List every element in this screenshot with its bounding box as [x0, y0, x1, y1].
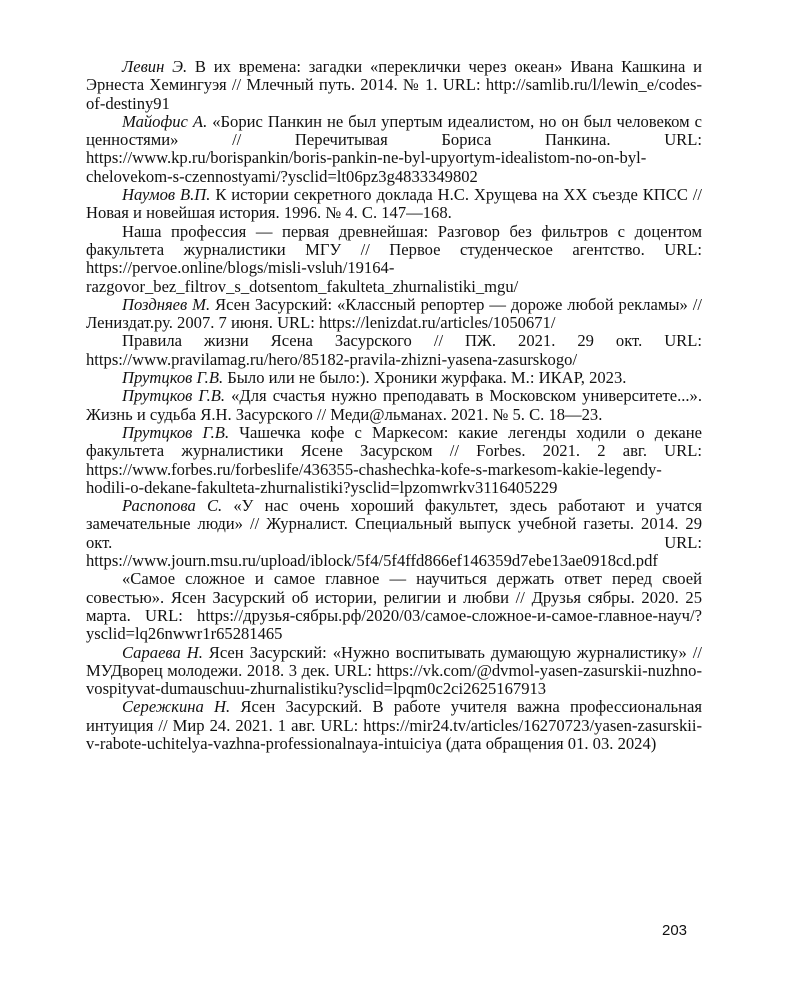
reference-author: Прутцков Г.В.: [122, 422, 230, 442]
reference-text: В их времена: загадки «переклички через океан» Ивана Кашкина и Эрнеста Хемингуэя // Млечный путь. 2014. № 1. URL: http://samlib.ru/l/lewin_e/codes-of-destiny91: [86, 57, 703, 113]
reference-author: Наумов В.П.: [122, 185, 211, 205]
reference-text: «У нас очень хороший факультет, здесь работают и учатся замечательные люди» // Журналист. Специальный выпуск учебной газеты. 2014. 29 окт. URL: https://www.journ.msu.ru/upload/iblock/5f4/5f4ffd866ef146359d7ebe13ae0918cd.pdf: [86, 496, 703, 571]
reference-entry: [86, 698, 702, 753]
reference-entry: [86, 58, 702, 113]
reference-entry: [86, 369, 702, 387]
reference-text: «Самое сложное и самое главное — научиться держать ответ перед своей совестью». Ясен Засурский об истории, религии и любви // Друзья сябры. 2020. 25 марта. URL: https://друзья-сябры.рф/2020/03/самое-сложное-и-самое-главное-науч/?ysclid=lq26nwwr1r65281465: [86, 569, 702, 644]
reference-author: Прутцков Г.В.: [122, 386, 226, 406]
reference-author: Сережкина Н.: [122, 697, 231, 717]
reference-text: Ясен Засурский. В работе учителя важна профессиональная интуиция // Мир 24. 2021. 1 авг. URL: https://mir24.tv/articles/16270723/yasen-zasurskii-v-rabote-uchitelya-vazhna-professionalnaya-intuiciya (дата обращения 01. 03. 2024): [86, 697, 702, 753]
reference-text: «Для счастья нужно преподавать в Московском университете...». Жизнь и судьба Я.Н. Засурского // Меди@льманах. 2021. № 5. С. 18—23.: [86, 386, 703, 424]
reference-author: Прутцков Г.В.: [122, 368, 224, 388]
reference-entry: [86, 497, 702, 570]
bibliography-list: [86, 58, 702, 753]
reference-entry: [86, 113, 702, 186]
reference-text: К истории секретного доклада Н.С. Хрущева на XX съезде КПСС // Новая и новейшая история. 1996. № 4. С. 147—168.: [86, 185, 703, 223]
reference-author: Майофис А.: [122, 111, 208, 131]
reference-author: Поздняев М.: [122, 294, 211, 314]
reference-entry: [86, 644, 702, 699]
reference-author: Распопова С.: [122, 496, 223, 516]
reference-entry: [86, 387, 702, 424]
reference-text: Правила жизни Ясена Засурского // ПЖ. 2021. 29 окт. URL: https://www.pravilamag.ru/hero/85182-pravila-zhizni-yasena-zasurskogo/: [86, 331, 702, 369]
reference-entry: [86, 424, 702, 497]
reference-entry: [86, 186, 702, 223]
reference-text: «Борис Панкин не был упертым идеалистом, но он был человеком с ценностями» // Перечитывая Бориса Панкина. URL: https://www.kp.ru/borispankin/boris-pankin-ne-byl-upyortym-idealistom-no-on-byl-chelovekom-s-czennostyami/?ysclid=lt06pz3g4833349802: [86, 111, 702, 186]
reference-text: Было или не было:). Хроники журфака. М.: ИКАР, 2023.: [223, 368, 627, 388]
reference-text: Чашечка кофе с Маркесом: какие легенды ходили о декане факультета журналистики Ясене Засурском // Forbes. 2021. 2 авг. URL: https://www.forbes.ru/forbeslife/436355-chashechka-kofe-s-markesom-kakie-legendy-hodili-o-dekane-fakulteta-zhurnalistiki?ysclid=lpzomwrkv3116405229: [86, 422, 702, 497]
reference-entry: [86, 296, 702, 333]
page-number: 203: [662, 922, 688, 939]
reference-text: Наша профессия — первая древнейшая: Разговор без фильтров с доцентом факультета журналистики МГУ // Первое студенческое агентство. URL: https://pervoe.online/blogs/misli-vsluh/19164-razgovor_bez_filtrov_s_dotsentom_fakulteta_zhurnalistiki_mgu/: [86, 221, 702, 296]
reference-text: Ясен Засурский: «Нужно воспитывать думающую журналистику» // МУДворец молодежи. 2018. 3 дек. URL: https://vk.com/@dvmol-yasen-zasurskii-nuzhno-vospityvat-dumauschuu-zhurnalistiku?ysclid=lpqm0c2ci2625167913: [86, 642, 702, 699]
reference-text: Ясен Засурский: «Классный репортер — дороже любой рекламы» // Лениздат.ру. 2007. 7 июня. URL: https://lenizdat.ru/articles/1050671/: [86, 294, 702, 333]
reference-author: Сараева Н.: [122, 642, 203, 662]
reference-entry: [86, 332, 702, 369]
reference-author: Левин Э.: [122, 57, 188, 76]
reference-entry: [86, 223, 702, 296]
reference-entry: [86, 570, 702, 643]
